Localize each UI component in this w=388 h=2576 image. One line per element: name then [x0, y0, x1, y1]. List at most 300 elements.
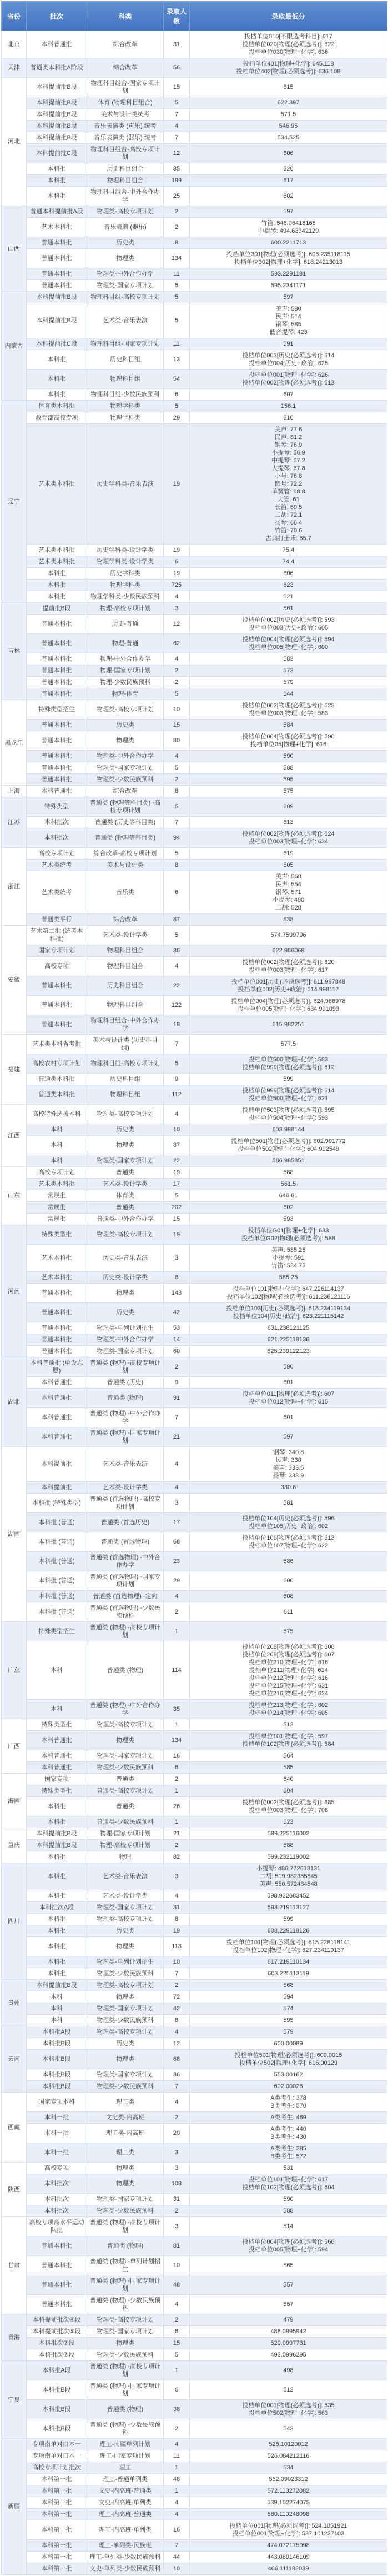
score-line: 圆号: 72.2 [274, 481, 303, 487]
batch-cell: 本科批B段 [27, 2050, 87, 2069]
score-cell [190, 1124, 387, 1136]
score-line: 588 [283, 765, 294, 771]
category-cell: 物理类 [87, 731, 164, 751]
batch-cell: 本科 [27, 1700, 87, 1719]
table-row [2, 786, 387, 797]
category-cell: 普通类 (物理等科目类) -高校专项计划 [87, 797, 164, 817]
score-line: 564 [283, 1753, 294, 1759]
province-cell: 重庆 [2, 1828, 27, 1863]
count-cell: 19 [164, 568, 190, 580]
table-row [2, 2174, 387, 2194]
score-cell [190, 1377, 387, 1389]
batch-cell: 本科批 (普通) [27, 1552, 87, 1571]
batch-cell: 本科一批 [27, 2112, 87, 2124]
score-line: 646.61 [279, 1192, 298, 1199]
score-cell [190, 860, 387, 871]
batch-cell: 本科批 [27, 370, 87, 389]
count-cell: 3 [164, 1863, 190, 1890]
batch-cell: 本科提前批B段 [27, 1840, 87, 1851]
batch-cell: 普通本科批 [27, 249, 87, 268]
batch-cell: 普通本科批 [27, 665, 87, 677]
count-cell: 17 [164, 1513, 190, 1532]
category-cell: 普通类 [87, 1797, 164, 1816]
category-cell: 历史类 [87, 1124, 164, 1136]
count-cell: 19 [164, 1925, 190, 1937]
score-line: 620 [283, 166, 294, 172]
category-cell: 物理类-中外合作办学 [87, 1334, 164, 1346]
category-cell: 物理-高校专项计划 [87, 603, 164, 615]
score-line: 512 [283, 2387, 294, 2393]
score-line: 553.00162 [274, 2071, 303, 2078]
score-line: 623 [283, 582, 294, 588]
score-cell [190, 545, 387, 556]
score-line: 474.072175098 [267, 2542, 310, 2549]
category-cell: 普通类 (物理) [87, 1389, 164, 1408]
score-line: 投档单位001[物理(必须选考)]: 524.1051921 [229, 2523, 347, 2529]
count-cell: 3 [164, 2143, 190, 2163]
col-header-category: 科类 [87, 2, 164, 31]
score-line: 595.2341171 [270, 282, 306, 289]
count-cell: 3 [164, 2163, 190, 2174]
category-cell: 理工-内高班-单列类 [87, 2520, 164, 2540]
table-row [2, 1035, 387, 1054]
score-cell [190, 1750, 387, 1762]
batch-cell: 本科普通批 [27, 1427, 87, 1447]
score-line: 602.00026 [274, 2083, 303, 2090]
table-row [2, 2112, 387, 2124]
score-line: 民声: 81.2 [274, 434, 303, 441]
batch-cell: 本科普通批 (单设志愿) [27, 1357, 87, 1377]
count-cell: 36 [164, 2069, 190, 2081]
count-cell: 36 [164, 945, 190, 957]
score-line: 156.1 [280, 403, 296, 410]
table-row [2, 1700, 387, 1719]
category-cell: 物理科目组合 [87, 957, 164, 976]
score-line: 投档单位003[历史(必须选考)]: 614 [242, 352, 335, 359]
score-line: B类考生: 430 [270, 2134, 306, 2140]
category-cell: 物理科目组-高校专项计划 [87, 292, 164, 303]
category-cell: 历史类 [87, 1303, 164, 1322]
score-cell [190, 1890, 387, 1902]
score-line: 投档单位05[物理+化学]: 616 [250, 741, 327, 748]
count-cell: 91 [164, 1389, 190, 1408]
category-cell: 物理科目组合-高校专项计划 [87, 144, 164, 163]
category-cell: 美术与设计类统考 [87, 109, 164, 121]
batch-cell: 本科第一批 [27, 2520, 87, 2540]
category-cell: 物理科目组合-国家专项计划 [87, 78, 164, 97]
category-cell: 历史学科类-音乐表演 [87, 424, 164, 545]
batch-cell: 本科提前批 [27, 1447, 87, 1482]
count-cell: 2 [164, 2419, 190, 2439]
category-cell: 普通类 (物理) [87, 2236, 164, 2256]
score-cell [190, 828, 387, 848]
batch-cell: 本科一批 [27, 2124, 87, 2143]
table-row [2, 1272, 387, 1284]
batch-cell: 常规批 [27, 1202, 87, 1214]
count-cell: 14 [164, 1334, 190, 1346]
count-cell: 19 [164, 1225, 190, 1245]
table-row [2, 1074, 387, 1085]
province-cell: 云南 [2, 2026, 27, 2093]
count-cell: 23 [164, 1552, 190, 1571]
score-cell [190, 996, 387, 1015]
score-cell [190, 2038, 387, 2050]
score-cell [190, 2275, 387, 2295]
table-row [2, 338, 387, 350]
score-cell [190, 2419, 387, 2439]
count-cell: 72 [164, 1991, 190, 2003]
batch-cell: 本科批次 [27, 817, 87, 828]
score-cell [190, 2143, 387, 2163]
count-cell: 1 [164, 1785, 190, 1797]
category-cell: 物理类 [87, 1991, 164, 2003]
count-cell: 2 [164, 774, 190, 786]
score-cell [190, 97, 387, 109]
table-row [2, 1105, 387, 1124]
category-cell: 物理类-少数民族预科 [87, 1968, 164, 1980]
score-line: 557 [283, 2282, 294, 2288]
score-cell [190, 1322, 387, 1334]
score-cell [190, 2314, 387, 2326]
batch-cell: 普通本科批 [27, 1334, 87, 1346]
count-cell: 1 [164, 2485, 190, 2497]
table-row [2, 603, 387, 615]
category-cell: 综合改革-高校专项计划 [87, 848, 164, 860]
score-line: 投档单位211[物理+化学]: 614 [249, 1667, 328, 1674]
score-line: 投档单位103[历史(必须选考)]: 618.234119134 [226, 1305, 351, 1312]
score-line: 593 [283, 1216, 294, 1222]
score-line: 投档单位104[历史+政治]: 623.221115142 [233, 1313, 344, 1320]
category-cell: 物理 [87, 1851, 164, 1863]
score-line: 539.102274075 [267, 2499, 310, 2506]
batch-cell: 高校专项计划 [27, 1167, 87, 1179]
count-cell: 2 [164, 1357, 190, 1377]
score-line: 投档单位500[物理+化学]: 621 [248, 1095, 329, 1102]
count-cell: 5 [164, 688, 190, 700]
batch-cell: 艺术第二批 (统考本科批) [27, 926, 87, 945]
count-cell: 82 [164, 1851, 190, 1863]
category-cell: 普通类-高校专项计划 [87, 1785, 164, 1797]
batch-cell: 本科批 [27, 1851, 87, 1863]
score-line: 投档单位001[物理+化学]: 626 [248, 372, 329, 378]
table-row [2, 187, 387, 206]
province-cell: 四川 [2, 1863, 27, 1980]
score-line: 投档单位106[物理(必须选考)]: 613 [242, 1535, 335, 1541]
province-cell: 河南 [2, 1225, 27, 1357]
category-cell: 物理类 [87, 1937, 164, 1956]
score-cell [190, 665, 387, 677]
category-cell: 历史类-设计学类 [87, 1272, 164, 1284]
score-line: 615.982251 [272, 1021, 305, 1028]
score-line: 投档单位101[物理(必须选考)]: 615.228118141 [226, 1939, 351, 1946]
table-row [2, 2314, 387, 2326]
category-cell: 物理学科类-设计学类 [87, 556, 164, 568]
score-cell [190, 1925, 387, 1937]
score-line: 604 [283, 1788, 294, 1794]
count-cell: 3 [164, 1245, 190, 1272]
score-cell [190, 731, 387, 751]
score-line: 投档单位502[物理+化学]: 563 [248, 2410, 329, 2417]
count-cell: 7 [164, 132, 190, 144]
score-cell [190, 280, 387, 292]
score-line: 575 [283, 788, 294, 795]
count-cell: 15 [164, 78, 190, 97]
score-cell [190, 1346, 387, 1357]
count-cell: 4 [164, 1482, 190, 1494]
score-line: 美声: 585.25 [271, 1247, 306, 1254]
count-cell: 10 [164, 2256, 190, 2275]
score-cell [190, 688, 387, 700]
table-row [2, 163, 387, 175]
score-cell [190, 1731, 387, 1750]
score-line: 597 [283, 1434, 294, 1440]
score-line: 591 [283, 341, 294, 347]
category-cell: 物理类-国家专项计划 [87, 2194, 164, 2205]
batch-cell: 艺术类本科批 [27, 1179, 87, 1190]
score-line: 投档单位002[物理(必须选考)]: 525 [242, 702, 335, 709]
count-cell: 7 [164, 817, 190, 828]
category-cell: 普通类 (首选物理) -定向 [87, 1591, 164, 1602]
score-cell [190, 78, 387, 97]
score-line: 493.0996295 [270, 2352, 306, 2358]
score-line: 593.2291181 [270, 271, 306, 277]
category-cell: 物理类 [87, 249, 164, 268]
score-line: 扬琴: 333.9 [273, 1472, 304, 1479]
score-cell [190, 1762, 387, 1774]
score-cell [190, 1494, 387, 1513]
score-cell [190, 401, 387, 412]
batch-cell: 艺术本科批 [27, 1245, 87, 1272]
category-cell: 普通类 (物理等科目类) [87, 828, 164, 848]
batch-cell: 普通类本科批 [27, 1074, 87, 1085]
score-line: 钢琴: 76.9 [274, 442, 303, 448]
table-row [2, 2450, 387, 2462]
score-line: 621 [283, 593, 294, 600]
score-cell [190, 1482, 387, 1494]
score-line: 594 [283, 1994, 294, 2000]
score-cell [190, 350, 387, 370]
province-cell: 北京 [2, 31, 27, 58]
batch-cell: 普通本科批 [27, 1015, 87, 1035]
batch-cell: 高校农村专项计划 [27, 1054, 87, 1074]
table-row [2, 1054, 387, 1074]
table-row [2, 2256, 387, 2275]
batch-cell: 本科批 [27, 580, 87, 591]
score-line: 600 [283, 1577, 294, 1584]
table-row [2, 2194, 387, 2205]
score-line: 600.00089 [274, 2040, 303, 2047]
category-cell: 普通类 (物理) -高校专项计划 [87, 1622, 164, 1641]
category-cell: 物理类-国家专项计划 [87, 1155, 164, 1167]
batch-cell: 本科 [27, 2015, 87, 2026]
batch-cell: 普通本科批 [27, 751, 87, 762]
score-line: 586 [283, 1558, 294, 1565]
count-cell: 22 [164, 976, 190, 996]
score-line: 投档单位500[物理+化学]: 583 [248, 1056, 329, 1063]
count-cell: 1 [164, 1622, 190, 1641]
table-row [2, 175, 387, 187]
table-row [2, 1851, 387, 1863]
score-line: 573 [283, 667, 294, 674]
score-cell [190, 2124, 387, 2143]
batch-cell: 本科第一批 [27, 2552, 87, 2563]
score-cell [190, 2112, 387, 2124]
batch-cell: 高校专项 [27, 2163, 87, 2174]
score-cell [190, 1105, 387, 1124]
score-line: 546.95 [279, 123, 298, 129]
score-line: 投档单位002[历史(必须选考)]: 593 [242, 617, 335, 623]
batch-cell: 普通本科批 [27, 976, 87, 996]
score-cell [190, 1552, 387, 1571]
table-row [2, 1991, 387, 2003]
batch-cell: 本科批 [27, 1816, 87, 1828]
score-cell [190, 1700, 387, 1719]
batch-cell: 艺术类本科批 [27, 556, 87, 568]
batch-cell: 普通本科批 [27, 615, 87, 634]
score-line: 扬琴: 66.4 [274, 520, 303, 526]
score-cell [190, 1015, 387, 1035]
count-cell: 4 [164, 2093, 190, 2112]
batch-cell: 本科批 (普通) [27, 1591, 87, 1602]
score-line: 民声: 514 [275, 313, 301, 320]
table-row [2, 2275, 387, 2295]
score-cell [190, 175, 387, 187]
score-line: 579 [283, 679, 294, 686]
count-cell: 4 [164, 653, 190, 665]
batch-cell: 本科提前批B段 [27, 292, 87, 303]
category-cell: 物理类-高校专项计划 [87, 2026, 164, 2038]
batch-cell: 本科提前批C段 [27, 144, 87, 163]
count-cell: 7 [164, 1035, 190, 1054]
count-cell: 2 [164, 1980, 190, 1991]
province-cell: 青海 [2, 2314, 27, 2361]
table-row [2, 1762, 387, 1774]
province-cell: 天津 [2, 58, 27, 78]
category-cell: 物理-国家专项计划 [87, 1828, 164, 1840]
batch-cell: 普通本科批 [27, 1346, 87, 1357]
table-row [2, 751, 387, 762]
category-cell: 普通类 (首选历史) [87, 1513, 164, 1532]
score-line: 单簧管: 68.8 [271, 488, 305, 495]
category-cell: 物理类-国家专项计划 [87, 2326, 164, 2338]
category-cell: 普通类 (历史) [87, 1377, 164, 1389]
count-cell: 5 [164, 848, 190, 860]
score-line: 561 [283, 605, 294, 612]
score-line: 投档单位002[物理(必须选考)]: 624 [242, 831, 335, 837]
score-line: 投档单位999[物理(必须选考)]: 614 [242, 1087, 335, 1094]
score-line: 民声: 338 [275, 1457, 301, 1464]
score-line: 投档单位002[历史+政治]: 614.998117 [238, 986, 339, 993]
table-row [2, 2015, 387, 2026]
score-cell [190, 2520, 387, 2540]
score-line: 601 [283, 1414, 294, 1421]
table-row [2, 1346, 387, 1357]
score-line: 608.229118126 [267, 1928, 310, 1934]
count-cell: 7 [164, 109, 190, 121]
table-row [2, 58, 387, 78]
batch-cell: 常规批 [27, 1190, 87, 1202]
batch-cell: 提前批B段 [27, 603, 87, 615]
score-cell [190, 2474, 387, 2485]
count-cell: 199 [164, 175, 190, 187]
score-line: 526.10120012 [269, 2441, 308, 2448]
table-row [2, 2093, 387, 2112]
count-cell: 1 [164, 1719, 190, 1731]
count-cell: 5 [164, 762, 190, 774]
score-cell [190, 2050, 387, 2069]
category-cell: 物理类 [87, 2163, 164, 2174]
score-line: 小提琴: 56.9 [271, 450, 305, 456]
count-cell: 8 [164, 2015, 190, 2026]
count-cell: 25 [164, 187, 190, 206]
score-line: 443.089146109 [267, 2554, 310, 2560]
batch-cell: 教育部高校专项 [27, 412, 87, 424]
score-cell [190, 2349, 387, 2361]
count-cell: 31 [164, 31, 190, 58]
batch-cell: 本科第一批 [27, 2497, 87, 2509]
count-cell: 143 [164, 1284, 190, 1303]
score-cell [190, 1357, 387, 1377]
score-line: 534 [283, 2464, 294, 2471]
batch-cell: 本科批 [27, 1890, 87, 1902]
score-cell [190, 957, 387, 976]
table-row [2, 1284, 387, 1303]
score-line: 竹笛: 584.75 [271, 1262, 306, 1269]
score-line: 593.219113127 [267, 1904, 310, 1911]
count-cell: 5 [164, 97, 190, 109]
score-cell [190, 720, 387, 731]
score-cell [190, 1828, 387, 1840]
count-cell: 1 [164, 1816, 190, 1828]
table-row [2, 1968, 387, 1980]
batch-cell: 体育类本科批 [27, 401, 87, 412]
batch-cell: 特殊类型批 [27, 1785, 87, 1797]
category-cell: 物理科目组合 [87, 945, 164, 957]
score-cell [190, 144, 387, 163]
score-line: 投档单位105[历史+政治]: 602 [248, 1523, 329, 1530]
score-line: 投档单位001[历史(必须选考)]: 611.997848 [231, 979, 346, 985]
table-row [2, 1925, 387, 1937]
category-cell: 普通类-少数民族预科 [87, 1816, 164, 1828]
table-row [2, 1377, 387, 1389]
score-line: 613 [283, 819, 294, 826]
category-cell: 物理类-少数民族预科 [87, 774, 164, 786]
score-line: 美声: 550.572484548 [259, 1881, 318, 1888]
score-cell [190, 1225, 387, 1245]
category-cell: 体育类 [87, 1190, 164, 1202]
category-cell: 文史-内高班-单列类 [87, 2497, 164, 2509]
table-row [2, 1937, 387, 1956]
count-cell: 53 [164, 1322, 190, 1334]
table-row [2, 1015, 387, 1035]
batch-cell: 本科批B段 [27, 2069, 87, 2081]
count-cell: 7 [164, 2540, 190, 2552]
category-cell: 物理类-单列计划招生 [87, 1956, 164, 1968]
score-cell [190, 603, 387, 615]
score-line: 621.225118136 [267, 1336, 310, 1343]
count-cell: 4 [164, 2497, 190, 2509]
batch-cell: 本科 [27, 2003, 87, 2015]
batch-cell: 本科提前批B段 [27, 121, 87, 132]
table-row [2, 762, 387, 774]
score-cell [190, 1179, 387, 1190]
batch-cell: 本科第一批 [27, 2509, 87, 2520]
count-cell: 10 [164, 700, 190, 720]
category-cell: 理工类 [87, 2093, 164, 2112]
count-cell: 44 [164, 2552, 190, 2563]
score-line: 钢琴: 585 [275, 321, 301, 328]
score-line: 617 [283, 177, 294, 184]
